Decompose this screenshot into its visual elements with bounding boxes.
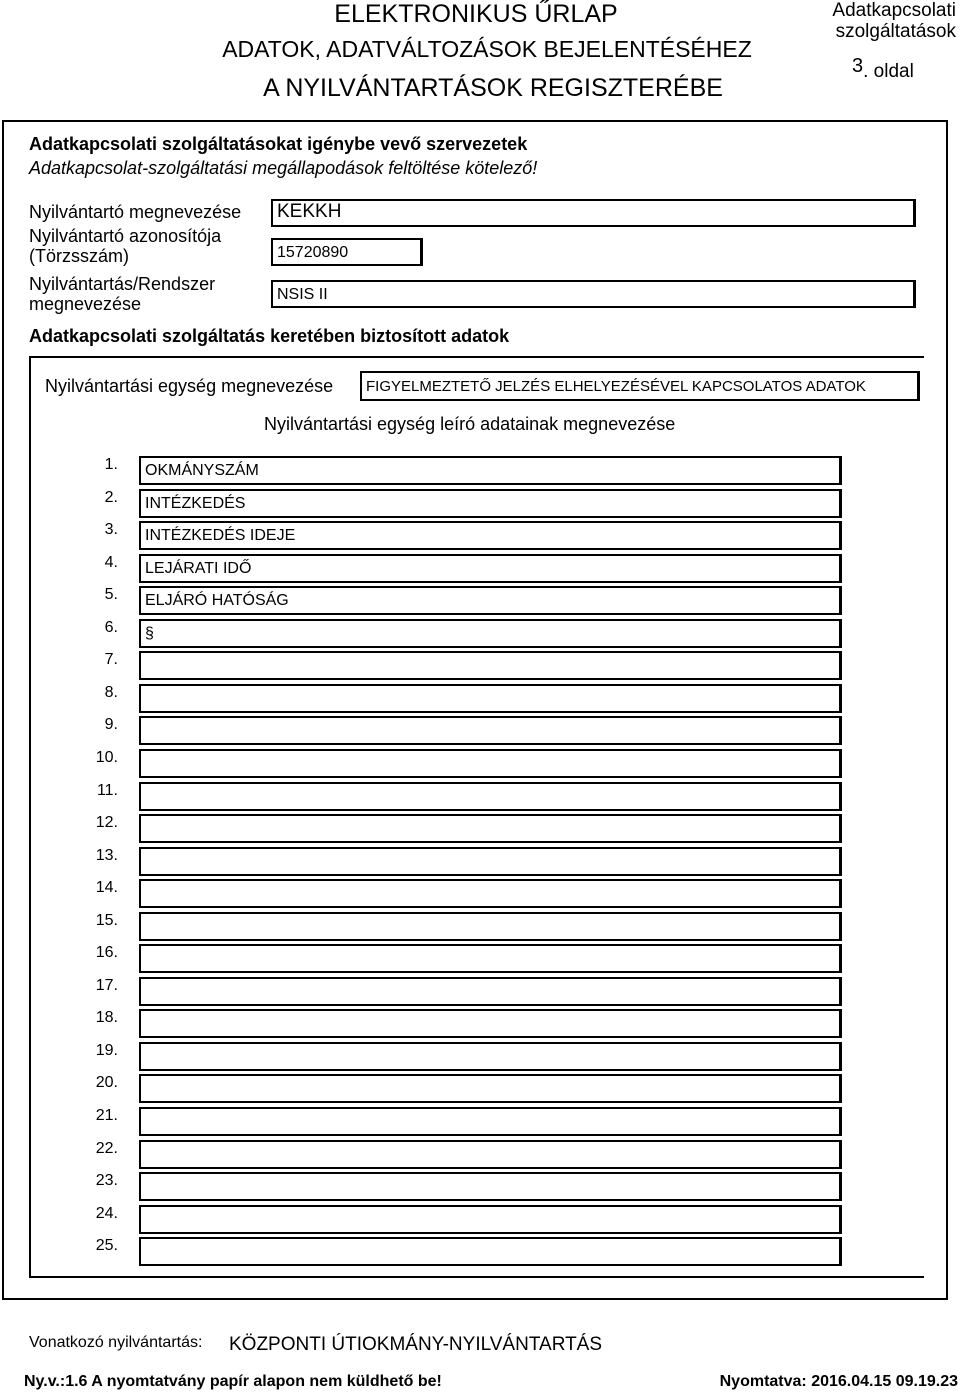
descriptor-value: INTÉZKEDÉS IDEJE — [145, 527, 296, 544]
descriptor-field[interactable] — [139, 1205, 842, 1234]
holder-name-field[interactable] — [271, 199, 916, 227]
row-number: 1. — [104, 456, 118, 473]
related-value: KÖZPONTI ÚTIOKMÁNY-NYILVÁNTARTÁS — [229, 1334, 603, 1355]
section-heading: Adatkapcsolati szolgáltatásokat igénybe vevő szervezetek — [29, 134, 528, 154]
row-number: 13. — [95, 847, 118, 864]
row-number: 16. — [95, 944, 118, 961]
holder-id-field[interactable] — [271, 238, 423, 266]
descriptor-heading: Nyilvántartási egység leíró adatainak megnevezése — [264, 414, 676, 434]
row-number: 14. — [95, 879, 118, 896]
page-suffix: . oldal — [863, 61, 914, 82]
descriptor-field[interactable] — [139, 489, 842, 518]
row-number: 20. — [95, 1074, 118, 1091]
unit-field[interactable] — [360, 371, 920, 401]
descriptor-field[interactable] — [139, 586, 842, 615]
descriptor-field[interactable] — [139, 521, 842, 550]
related-label: Vonatkozó nyilvántartás: — [29, 1334, 203, 1351]
row-number: 15. — [95, 912, 118, 929]
row-number: 6. — [104, 619, 118, 636]
row-number: 8. — [104, 684, 118, 701]
descriptor-value: INTÉZKEDÉS — [145, 495, 246, 512]
unit-value: FIGYELMEZTETŐ JELZÉS ELHELYEZÉSÉVEL KAPCSOLATOS ADATOK — [366, 378, 866, 395]
row-number: 4. — [104, 554, 118, 571]
descriptor-field[interactable] — [139, 684, 842, 713]
row-number: 9. — [104, 716, 118, 733]
descriptor-field[interactable] — [139, 1074, 842, 1103]
row-number: 23. — [95, 1172, 118, 1189]
descriptor-field[interactable] — [139, 879, 842, 908]
holder-id-label-line1: Nyilvántartó azonosítója — [29, 226, 222, 246]
descriptor-field[interactable] — [139, 944, 842, 973]
row-number: 22. — [95, 1140, 118, 1157]
footer-version: Ny.v.:1.6 A nyomtatvány papír alapon nem küldhető be! — [24, 1373, 442, 1390]
descriptor-field[interactable] — [139, 554, 842, 583]
descriptor-field[interactable] — [139, 1009, 842, 1038]
system-label-line1: Nyilvántartás/Rendszer — [29, 274, 216, 294]
descriptor-value: ELJÁRÓ HATÓSÁG — [145, 592, 289, 609]
descriptor-value: § — [145, 625, 154, 642]
descriptor-field[interactable] — [139, 1172, 842, 1201]
row-number: 18. — [95, 1009, 118, 1026]
descriptor-field[interactable] — [139, 1237, 842, 1266]
page-number: 3 — [852, 55, 864, 77]
system-value: NSIS II — [277, 286, 328, 303]
descriptor-field[interactable] — [139, 716, 842, 745]
form-title: ELEKTRONIKUS ŰRLAP — [334, 0, 618, 28]
descriptor-field[interactable] — [139, 814, 842, 843]
form-subtitle-registry: A NYILVÁNTARTÁSOK REGISZTERÉBE — [263, 74, 723, 102]
row-number: 10. — [95, 749, 118, 766]
descriptor-field[interactable] — [139, 749, 842, 778]
system-label-line2: megnevezése — [29, 294, 142, 314]
page-indicator — [852, 55, 914, 83]
descriptor-field[interactable] — [139, 456, 842, 485]
provided-data-heading: Adatkapcsolati szolgáltatás keretében biztosított adatok — [29, 326, 510, 346]
holder-id-label — [29, 226, 221, 266]
descriptor-field[interactable] — [139, 1140, 842, 1169]
system-label — [29, 274, 215, 314]
row-number: 2. — [104, 489, 118, 506]
section-note: Adatkapcsolat-szolgáltatási megállapodások feltöltése kötelező! — [29, 158, 538, 178]
row-number: 7. — [104, 651, 118, 668]
row-number: 17. — [95, 977, 118, 994]
corner-line-1: Adatkapcsolati — [832, 0, 956, 21]
form-subtitle: ADATOK, ADATVÁLTOZÁSOK BEJELENTÉSÉHEZ — [222, 36, 752, 62]
corner-category — [832, 0, 956, 42]
system-field[interactable] — [271, 280, 916, 308]
holder-name-label: Nyilvántartó megnevezése — [29, 202, 242, 222]
footer-printed: Nyomtatva: 2016.04.15 09.19.23 — [719, 1373, 958, 1390]
descriptor-field[interactable] — [139, 782, 842, 811]
row-number: 19. — [95, 1042, 118, 1059]
descriptor-field[interactable] — [139, 847, 842, 876]
unit-label: Nyilvántartási egység megnevezése — [45, 376, 334, 396]
row-number: 5. — [104, 586, 118, 603]
row-number: 3. — [104, 521, 118, 538]
holder-name-value: KEKKH — [277, 201, 342, 222]
descriptor-field[interactable] — [139, 912, 842, 941]
row-number: 24. — [95, 1205, 118, 1222]
descriptor-field[interactable] — [139, 1042, 842, 1071]
descriptor-field[interactable] — [139, 651, 842, 680]
row-number: 21. — [95, 1107, 118, 1124]
row-number: 11. — [96, 782, 118, 799]
holder-id-label-line2: (Törzsszám) — [29, 246, 129, 266]
descriptor-field[interactable] — [139, 619, 842, 648]
descriptor-field[interactable] — [139, 977, 842, 1006]
descriptor-value: LEJÁRATI IDŐ — [145, 560, 252, 577]
descriptor-field[interactable] — [139, 1107, 842, 1136]
row-number: 25. — [95, 1237, 118, 1254]
row-number: 12. — [95, 814, 118, 831]
corner-line-2: szolgáltatások — [835, 21, 956, 42]
descriptor-value: OKMÁNYSZÁM — [145, 462, 259, 479]
holder-id-value: 15720890 — [277, 244, 349, 261]
